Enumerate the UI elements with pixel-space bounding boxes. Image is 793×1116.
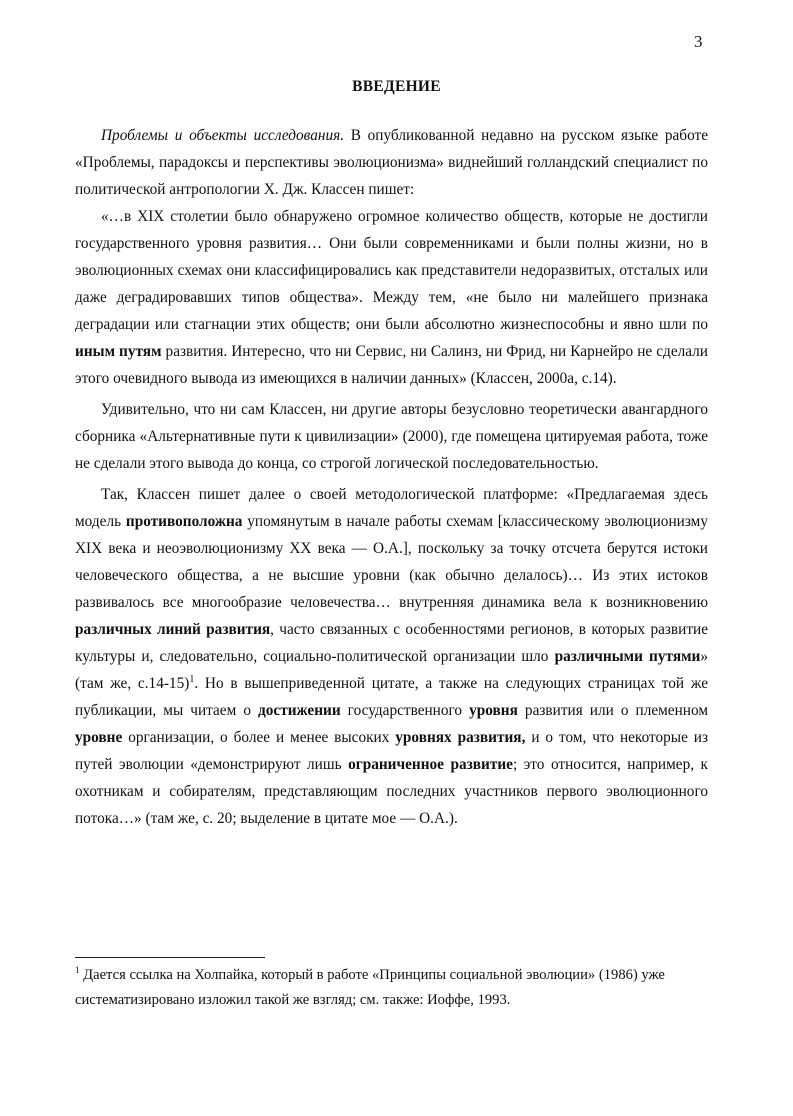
footnote-text: Дается ссылка на Холпайка, который в работе «Принципы социальной эволюции» (1986) уже систематизировано изложил такой же взгляд; см. также: Иоффе, 1993. xyxy=(75,967,665,1008)
paragraph-methodology xyxy=(75,481,708,832)
emphasis: различными путями xyxy=(554,648,701,665)
commentary-text: Удивительно, что ни сам Классен, ни другие авторы безусловно теоретически авангардного сборника «Альтернативные пути к цивилизации» (2000), где помещена цитируемая работа, тоже не сделали этого вывода до конца, со строгой логической последовательностью. xyxy=(75,401,708,472)
emphasis: достижении xyxy=(258,702,341,719)
emphasis: различных линий развития xyxy=(75,621,271,638)
footnote-mark: 1 xyxy=(75,965,80,976)
quote-text: развития. Интересно, что ни Сервис, ни Салинз, ни Фрид, ни Карнейро не сделали этого очевидного вывода из имеющихся в наличии данных» (Классен, 2000а, с.14). xyxy=(75,343,708,387)
methodology-text: . Но в вышеприведенной цитате, а также на следующих страницах той же публикации, мы читаем о xyxy=(75,675,708,719)
paragraph-commentary xyxy=(75,396,708,477)
emphasis: уровне xyxy=(75,729,123,746)
page-title: ВВЕДЕНИЕ xyxy=(352,78,441,95)
methodology-text: ; это относится, например, к охотникам и собирателям, представляющим последних участников первого эволюционного потока…» (там же, с. 20; выделение в цитате мое — О.А.). xyxy=(75,756,708,827)
methodology-text: » (там же, с.14-15) xyxy=(75,648,708,692)
footnote-divider xyxy=(75,957,265,958)
methodology-text: организации, о более и менее высоких xyxy=(122,729,396,746)
section-lead: Проблемы и объекты исследования. xyxy=(101,127,345,144)
emphasis: противоположна xyxy=(125,513,243,530)
paragraph-intro xyxy=(75,122,708,203)
footnote-ref: 1 xyxy=(189,673,195,685)
methodology-text: , часто связанных с особенностями регионов, в которых развитие культуры и, следовательно, социально-политической организации шло xyxy=(75,621,708,665)
emphasis: ограниченное развитие xyxy=(348,756,513,773)
methodology-text: упомянутым в начале работы схемам [классическому эволюционизму XIX века и неоэволюционизму XX века — О.А.], поскольку за точку отсчета берутся истоки человеческого общества, а не высшие уровни (как обычно делалось)… Из этих истоков развивалось все многообразие человечества… внутренняя динамика вела к возникновению xyxy=(75,513,708,611)
methodology-text: Так, Классен пишет далее о своей методологической платформе: «Предлагаемая здесь модель xyxy=(75,486,708,530)
methodology-text: государственного xyxy=(340,702,470,719)
emphasis: иным путям xyxy=(75,343,162,360)
page-number: 3 xyxy=(694,32,703,51)
body-text xyxy=(75,122,708,832)
paragraph-quote xyxy=(75,203,708,392)
quote-text: «…в XIX столетии было обнаружено огромное количество обществ, которые не достигли государственного уровня развития… Они были современниками и были полны жизни, но в эволюционных схемах они классифицировались как представители недоразвитых, отсталых или даже деградировавших типов общества». Между тем, «не было ни малейшего признака деградации или стагнации этих обществ; они были абсолютно жизнеспособны и явно шли по xyxy=(75,208,708,333)
methodology-text: развития или о племенном xyxy=(517,702,708,719)
emphasis: уровнях развития, xyxy=(395,729,526,746)
methodology-text: и о том, что некоторые из путей эволюции «демонстрируют лишь xyxy=(75,729,708,773)
intro-text: В опубликованной недавно на русском языке работе «Проблемы, парадоксы и перспективы эволюционизма» виднейший голландский специалист по политической антропологии Х. Дж. Классен пишет: xyxy=(75,127,708,198)
footnote xyxy=(75,963,715,1013)
emphasis: уровня xyxy=(469,702,518,719)
